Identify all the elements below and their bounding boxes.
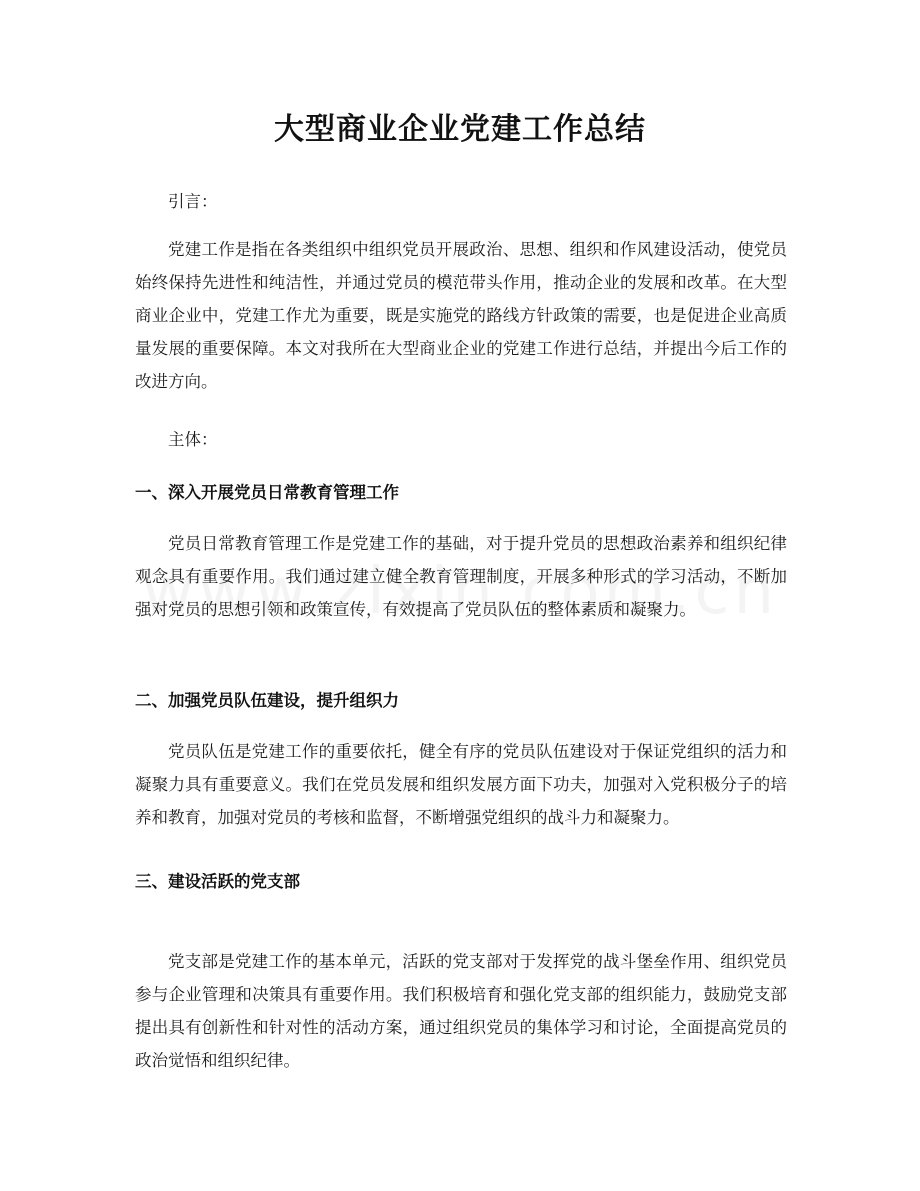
section-heading-1: 一、深入开展党员日常教育管理工作: [135, 483, 399, 502]
section-heading-3: 三、建设活跃的党支部: [135, 872, 300, 891]
intro-paragraph: 党建工作是指在各类组织中组织党员开展政治、思想、组织和作风建设活动，使党员始终保持先进性和纯洁性，并通过党员的模范带头作用，推动企业的发展和改革。在大型商业企业中，党建工作尤为重要，既是实施党的路线方针政策的需要，也是促进企业高质量发展的重要保障。本文对我所在大型商业企业的党建工作进行总结，并提出今后工作的改进方向。: [135, 240, 787, 391]
section-paragraph-1: 党员日常教育管理工作是党建工作的基础，对于提升党员的思想政治素养和组织纪律观念具有重要作用。我们通过建立健全教育管理制度，开展多种形式的学习活动，不断加强对党员的思想引领和政策宣传，有效提高了党员队伍的整体素质和凝聚力。: [135, 534, 787, 619]
document-title: 大型商业企业党建工作总结: [274, 112, 646, 147]
section-paragraph-2: 党员队伍是党建工作的重要依托，健全有序的党员队伍建设对于保证党组织的活力和凝聚力具有重要意义。我们在党员发展和组织发展方面下功夫，加强对入党积极分子的培养和教育，加强对党员的考核和监督，不断增强党组织的战斗力和凝聚力。: [135, 742, 787, 827]
body-label: 主体：: [168, 430, 218, 449]
intro-label: 引言：: [168, 192, 218, 211]
section-heading-2: 二、加强党员队伍建设，提升组织力: [135, 691, 399, 710]
section-paragraph-3: 党支部是党建工作的基本单元，活跃的党支部对于发挥党的战斗堡垒作用、组织党员参与企业管理和决策具有重要作用。我们积极培育和强化党支部的组织能力，鼓励党支部提出具有创新性和针对性的活动方案，通过组织党员的集体学习和讨论，全面提高党员的政治觉悟和组织纪律。: [135, 952, 787, 1070]
